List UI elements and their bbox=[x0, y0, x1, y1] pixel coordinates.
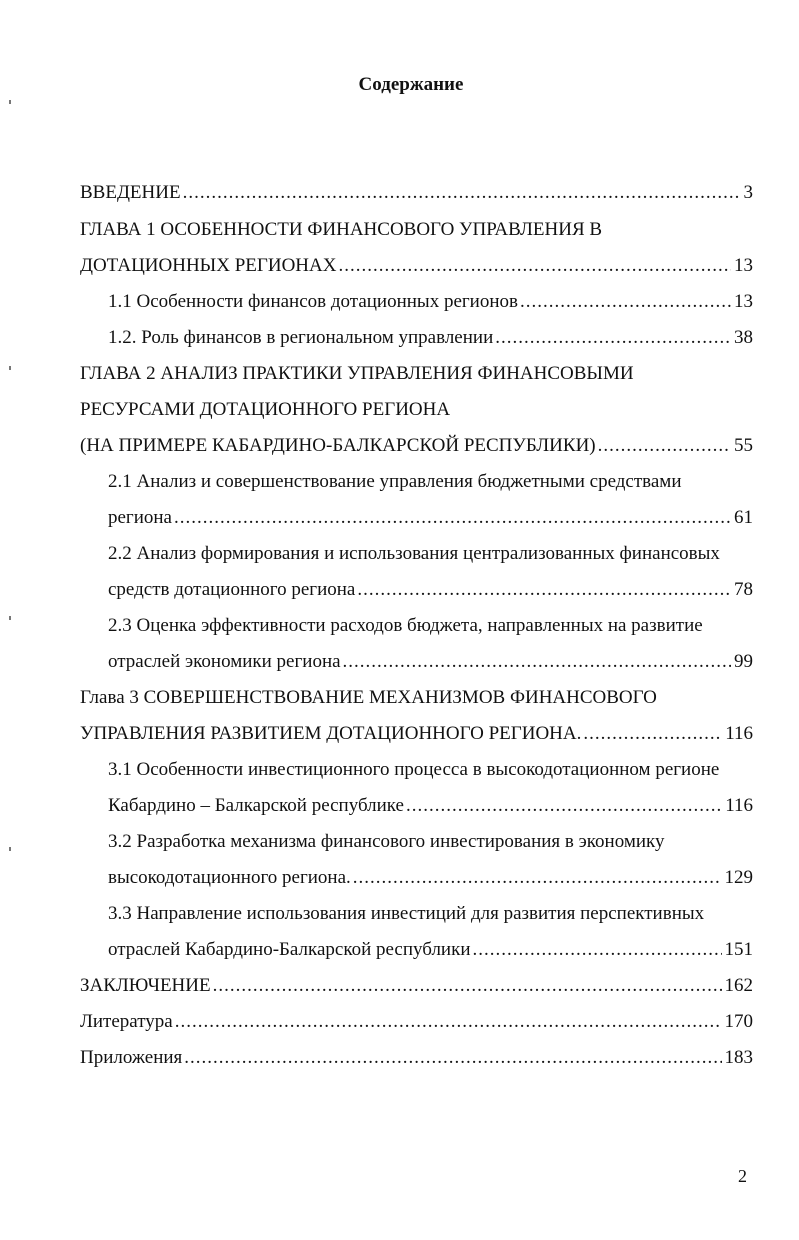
toc-entry-3-2[interactable] bbox=[108, 866, 753, 890]
toc-chapter1-line1[interactable]: ГЛАВА 1 ОСОБЕННОСТИ ФИНАНСОВОГО УПРАВЛЕНИЯ В bbox=[80, 219, 603, 240]
toc-page-number: 129 bbox=[724, 867, 753, 888]
toc-entry-appendices[interactable] bbox=[80, 1046, 753, 1070]
toc-leader-dots bbox=[184, 1046, 721, 1070]
toc-entry-2-3[interactable] bbox=[108, 650, 753, 674]
toc-page-number: 13 bbox=[734, 255, 753, 276]
toc-entry-3-3[interactable] bbox=[108, 938, 753, 962]
toc-2-2-line1[interactable]: 2.2 Анализ формирования и использования централизованных финансовых bbox=[108, 543, 720, 564]
toc-leader-dots bbox=[174, 506, 731, 530]
toc-entry-text: Кабардино – Балкарской республике bbox=[108, 795, 404, 816]
toc-2-3-line1[interactable]: 2.3 Оценка эффективности расходов бюджета, направленных на развитие bbox=[108, 615, 703, 636]
toc-3-2-line1[interactable]: 3.2 Разработка механизма финансового инвестирования в экономику bbox=[108, 831, 665, 852]
toc-entry-3-1[interactable] bbox=[108, 794, 753, 818]
toc-leader-dots bbox=[583, 722, 722, 746]
toc-entry-literature[interactable] bbox=[80, 1010, 753, 1034]
toc-leader-dots bbox=[175, 1010, 722, 1034]
toc-2-1-line1[interactable]: 2.1 Анализ и совершенствование управления бюджетными средствами bbox=[108, 471, 682, 492]
toc-leader-dots bbox=[495, 326, 731, 350]
scan-mark bbox=[9, 366, 11, 370]
toc-leader-dots bbox=[520, 290, 731, 314]
page-title: Содержание bbox=[358, 74, 464, 95]
scan-mark bbox=[9, 100, 11, 104]
toc-entry-2-1[interactable] bbox=[108, 506, 753, 530]
toc-entry-chapter3[interactable] bbox=[80, 722, 753, 746]
toc-entry-text: УПРАВЛЕНИЯ РАЗВИТИЕМ ДОТАЦИОННОГО РЕГИОНА. bbox=[80, 723, 582, 744]
toc-entry-text: ЗАКЛЮЧЕНИЕ bbox=[80, 975, 211, 996]
toc-page-number: 116 bbox=[725, 795, 753, 816]
toc-leader-dots bbox=[343, 650, 731, 674]
toc-entry-text: 1.2. Роль финансов в региональном управлении bbox=[108, 327, 494, 348]
toc-chapter2-line2[interactable]: РЕСУРСАМИ ДОТАЦИОННОГО РЕГИОНА bbox=[80, 399, 451, 420]
toc-page-number: 183 bbox=[724, 1047, 753, 1068]
toc-page-number: 61 bbox=[734, 507, 753, 528]
toc-entry-text: Приложения bbox=[80, 1047, 183, 1068]
toc-entry-2-2[interactable] bbox=[108, 578, 753, 602]
toc-entry-1-1[interactable] bbox=[108, 290, 753, 314]
toc-leader-dots bbox=[353, 866, 722, 890]
toc-page-number: 55 bbox=[734, 435, 753, 456]
toc-leader-dots bbox=[338, 254, 731, 278]
toc-leader-dots bbox=[473, 938, 722, 962]
page-number: 2 bbox=[738, 1166, 747, 1186]
toc-3-3-line1[interactable]: 3.3 Направление использования инвестиций для развития перспективных bbox=[108, 903, 705, 924]
toc-entry-conclusion[interactable] bbox=[80, 974, 753, 998]
toc-entry-text: ДОТАЦИОННЫХ РЕГИОНАХ bbox=[80, 255, 337, 276]
toc-leader-dots bbox=[183, 181, 741, 205]
toc-entry-1-2[interactable] bbox=[108, 326, 753, 350]
toc-entry-text: отраслей экономики региона bbox=[108, 651, 341, 672]
toc-3-1-line1[interactable]: 3.1 Особенности инвестиционного процесса в высокодотационном регионе bbox=[108, 759, 720, 780]
toc-entry-text: средств дотационного региона bbox=[108, 579, 356, 600]
toc-entry-text: ВВЕДЕНИЕ bbox=[80, 182, 181, 203]
toc-page-number: 116 bbox=[725, 723, 753, 744]
toc-entry-intro[interactable] bbox=[80, 181, 753, 205]
toc-page-number: 13 bbox=[734, 291, 753, 312]
toc-entry-text: высокодотационного региона. bbox=[108, 867, 351, 888]
toc-page-number: 170 bbox=[724, 1011, 753, 1032]
toc-page-number: 38 bbox=[734, 327, 753, 348]
toc-chapter3-line1[interactable]: Глава 3 СОВЕРШЕНСТВОВАНИЕ МЕХАНИЗМОВ ФИНАНСОВОГО bbox=[80, 687, 657, 708]
toc-entry-chapter2[interactable] bbox=[80, 434, 753, 458]
toc-leader-dots bbox=[598, 434, 731, 458]
toc-entry-chapter1[interactable] bbox=[80, 254, 753, 278]
toc-leader-dots bbox=[406, 794, 722, 818]
toc-chapter2-line1[interactable]: ГЛАВА 2 АНАЛИЗ ПРАКТИКИ УПРАВЛЕНИЯ ФИНАНСОВЫМИ bbox=[80, 363, 634, 384]
toc-leader-dots bbox=[213, 974, 722, 998]
scan-mark bbox=[9, 847, 11, 851]
scan-mark bbox=[9, 616, 11, 620]
toc-entry-text: региона bbox=[108, 507, 172, 528]
toc-page-number: 99 bbox=[734, 651, 753, 672]
toc-entry-text: (НА ПРИМЕРЕ КАБАРДИНО-БАЛКАРСКОЙ РЕСПУБЛИКИ) bbox=[80, 435, 596, 456]
toc-entry-text: отраслей Кабардино-Балкарской республики bbox=[108, 939, 471, 960]
toc-entry-text: 1.1 Особенности финансов дотационных регионов bbox=[108, 291, 518, 312]
toc-leader-dots bbox=[357, 578, 731, 602]
toc-page-number: 151 bbox=[724, 939, 753, 960]
toc-entry-text: Литература bbox=[80, 1011, 173, 1032]
toc-page-number: 3 bbox=[743, 182, 753, 203]
toc-page-number: 162 bbox=[724, 975, 753, 996]
toc-page-number: 78 bbox=[734, 579, 753, 600]
